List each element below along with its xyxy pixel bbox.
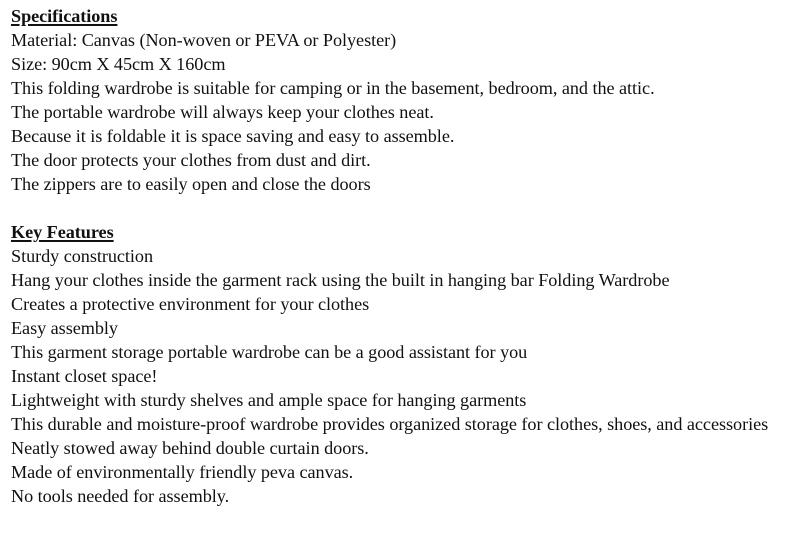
spec-line: The zippers are to easily open and close the doors <box>11 174 371 194</box>
feature-line: Neatly stowed away behind double curtain doors. <box>11 438 369 458</box>
key-features-heading: Key Features <box>11 222 114 242</box>
feature-line: This durable and moisture-proof wardrobe provides organized storage for clothes, shoes, and accessories <box>11 414 769 434</box>
feature-line: No tools needed for assembly. <box>11 486 230 506</box>
feature-line: Sturdy construction <box>11 246 154 266</box>
feature-line: Made of environmentally friendly peva canvas. <box>11 462 354 482</box>
spec-line: The door protects your clothes from dust and dirt. <box>11 150 371 170</box>
key-features-list <box>11 244 788 508</box>
feature-line: Instant closet space! <box>11 366 158 386</box>
spec-line: This folding wardrobe is suitable for camping or in the basement, bedroom, and the attic. <box>11 78 655 98</box>
feature-line: Lightweight with sturdy shelves and ample space for hanging garments <box>11 390 527 410</box>
key-features-section <box>11 220 788 508</box>
feature-line: This garment storage portable wardrobe can be a good assistant for you <box>11 342 528 362</box>
feature-line: Hang your clothes inside the garment rack using the built in hanging bar Folding Wardrobe <box>11 270 670 290</box>
spec-material-line: Material: Canvas (Non-woven or PEVA or Polyester) <box>11 30 397 50</box>
spec-line: Because it is foldable it is space saving and easy to assemble. <box>11 126 455 146</box>
specifications-list <box>11 28 788 196</box>
specifications-heading: Specifications <box>11 6 118 26</box>
spec-size-line: Size: 90cm X 45cm X 160cm <box>11 54 226 74</box>
spec-line: The portable wardrobe will always keep your clothes neat. <box>11 102 434 122</box>
feature-line: Easy assembly <box>11 318 118 338</box>
specifications-section <box>11 4 788 196</box>
feature-line: Creates a protective environment for your clothes <box>11 294 370 314</box>
